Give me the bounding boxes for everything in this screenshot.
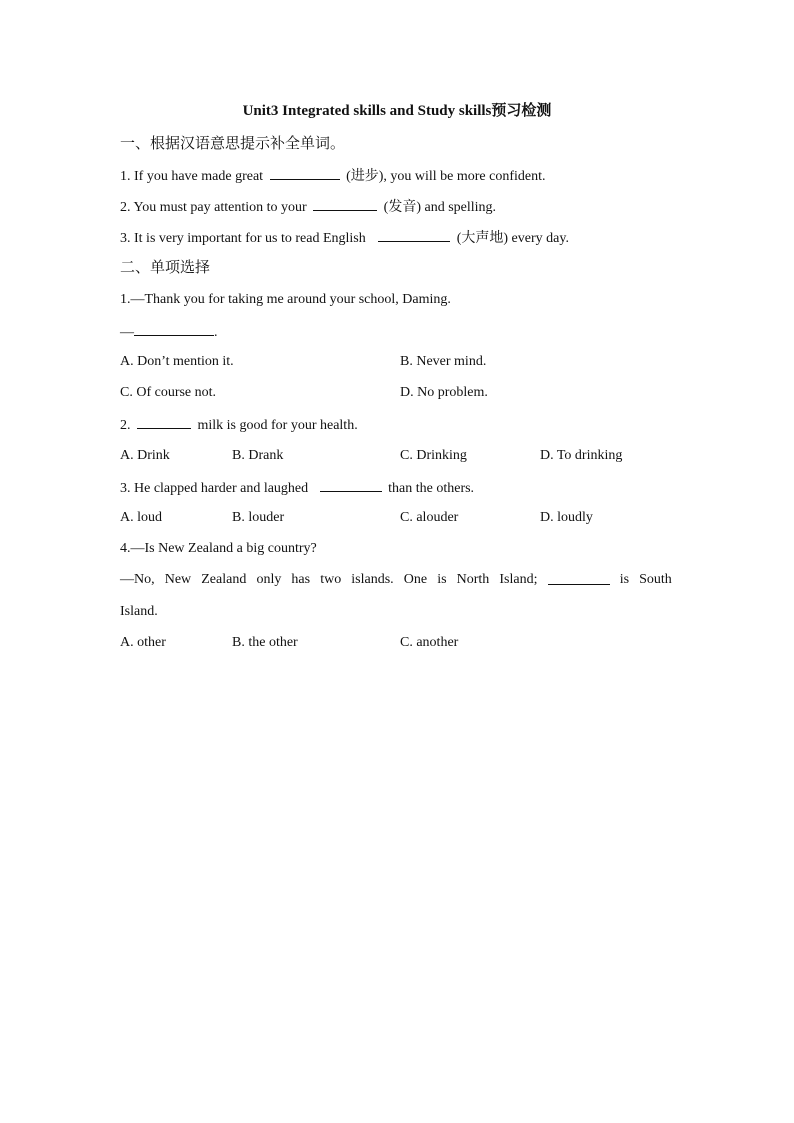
worksheet-title: Unit3 Integrated skills and Study skills预习检测 (242, 103, 552, 119)
answer-blank (320, 477, 382, 492)
q1-option-c: C. Of course not. (120, 385, 217, 400)
q2-option-b: B. Drank (232, 448, 284, 463)
question-4-reply (120, 570, 672, 590)
question-3-text-end: than the others. (388, 481, 475, 496)
word: Zealand (201, 572, 247, 587)
answer-blank (270, 165, 340, 180)
q2-option-a: A. Drink (120, 448, 170, 463)
question-1-stem: 1.—Thank you for taking me around your school, Daming. (120, 292, 451, 307)
question-4-reply-continued: Island. (120, 604, 158, 619)
fill-item-2-text: 2. You must pay attention to your (120, 200, 307, 215)
dash: — (120, 325, 134, 340)
q1-option-a: A. Don’t mention it. (120, 354, 234, 369)
answer-blank (313, 196, 377, 211)
fill-item-3 (120, 227, 569, 249)
q4-option-b: B. the other (232, 635, 298, 650)
fill-item-3-text: 3. It is very important for us to read English (120, 231, 366, 246)
q4-option-c: C. another (400, 635, 459, 650)
fill-item-3-hint: (大声地) every day. (456, 231, 569, 246)
fill-item-1 (120, 165, 546, 187)
fill-item-1-text: 1. If you have made great (120, 169, 264, 184)
answer-blank (378, 227, 450, 242)
q1-option-b: B. Never mind. (400, 354, 487, 369)
question-2-number: 2. (120, 418, 131, 433)
q3-option-a: A. loud (120, 510, 162, 525)
question-3-stem (120, 477, 474, 499)
q2-option-c: C. Drinking (400, 448, 467, 463)
q3-option-c: C. alouder (400, 510, 459, 525)
fill-item-1-hint: (进步), you will be more confident. (346, 169, 546, 184)
fill-item-2 (120, 196, 496, 218)
word: New (164, 572, 192, 587)
word: Island; (499, 572, 538, 587)
period: . (214, 325, 218, 340)
answer-blank (137, 414, 191, 429)
question-2-text: milk is good for your health. (197, 418, 358, 433)
section1-heading: 一、根据汉语意思提示补全单词。 (120, 136, 346, 152)
word: One (403, 572, 428, 587)
question-1-reply (120, 321, 218, 343)
q1-option-d: D. No problem. (400, 385, 488, 400)
word: is (437, 572, 447, 587)
q3-option-b: B. louder (232, 510, 285, 525)
question-2-stem (120, 414, 358, 436)
q4-option-a: A. other (120, 635, 166, 650)
word: South (639, 572, 672, 587)
word: has (291, 572, 311, 587)
question-4-stem: 4.—Is New Zealand a big country? (120, 541, 317, 556)
answer-blank (548, 570, 610, 585)
answer-blank (134, 321, 214, 336)
word: islands. (351, 572, 394, 587)
word: two (320, 572, 342, 587)
word: is (619, 572, 630, 587)
word: North (456, 572, 490, 587)
section2-heading: 二、单项选择 (120, 260, 211, 276)
word: only (256, 572, 282, 587)
question-3-text: 3. He clapped harder and laughed (120, 481, 309, 496)
q2-option-d: D. To drinking (540, 448, 623, 463)
word: —No, (120, 572, 155, 587)
fill-item-2-hint: (发音) and spelling. (383, 200, 497, 215)
q3-option-d: D. loudly (540, 510, 593, 525)
